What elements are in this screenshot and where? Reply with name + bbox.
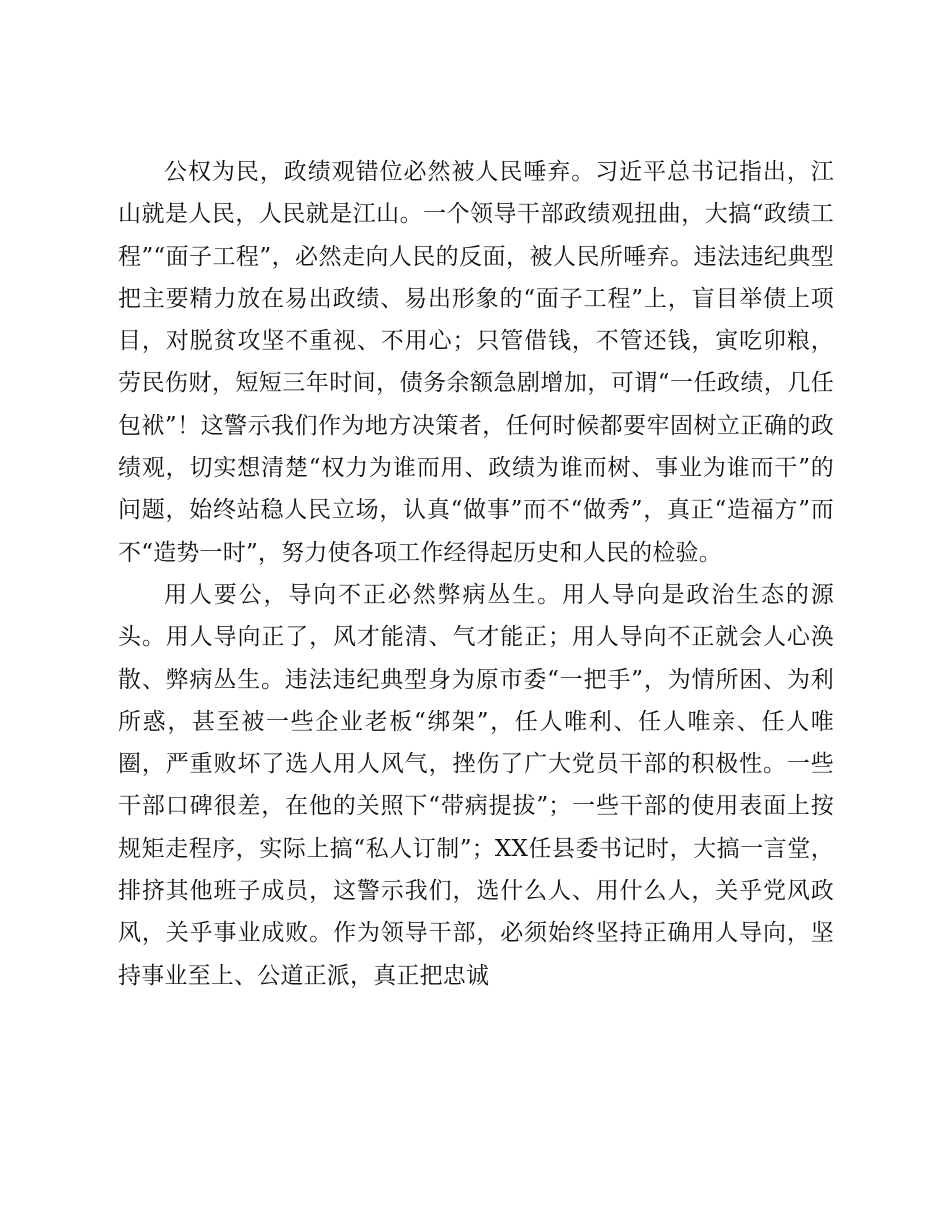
paragraph-public-power: 公权为民，政绩观错位必然被人民唾弃。习近平总书记指出，江山就是人民，人民就是江山。一个领导干部政绩观扭曲，大搞“政绩工程”“面子工程”，必然走向人民的反面，被人民所唾弃。违法违纪典型把主要精力放在易出政绩、易出形象的“面子工程”上，盲目举债上项目，对脱贫攻坚不重视、不用心；只管借钱，不管还钱，寅吃卯粮，劳民伤财，短短三年时间，债务余额急剧增加，可谓“一任政绩，几任包袱”！这警示我们作为地方决策者，任何时候都要牢固树立正确的政绩观，切实想清楚“权力为谁而用、政绩为谁而树、事业为谁而干”的问题，始终站稳人民立场，认真“做事”而不“做秀”，真正“造福方”而不“造势一时”，努力使各项工作经得起历史和人民的检验。: [118, 159, 834, 566]
paragraph-personnel-selection: 用人要公，导向不正必然弊病丛生。用人导向是政治生态的源头。用人导向正了，风才能清、气才能正；用人导向不正就会人心涣散、弊病丛生。违法违纪典型身为原市委“一把手”，为情所困、为利所惑，甚至被一些企业老板“绑架”，任人唯利、任人唯亲、任人唯圈，严重败坏了选人用人风气，挫伤了广大党员干部的积极性。一些干部口碑很差，在他的关照下“带病提拔”；一些干部的使用表面上按规矩走程序，实际上搞“私人订制”；XX任县委书记时，大搞一言堂，排挤其他班子成员，这警示我们，选什么人、用什么人，关乎党风政风，关乎事业成败。作为领导干部，必须始终坚持正确用人导向，坚持事业至上、公道正派，真正把忠诚: [118, 581, 834, 989]
document-page: [118, 151, 834, 997]
